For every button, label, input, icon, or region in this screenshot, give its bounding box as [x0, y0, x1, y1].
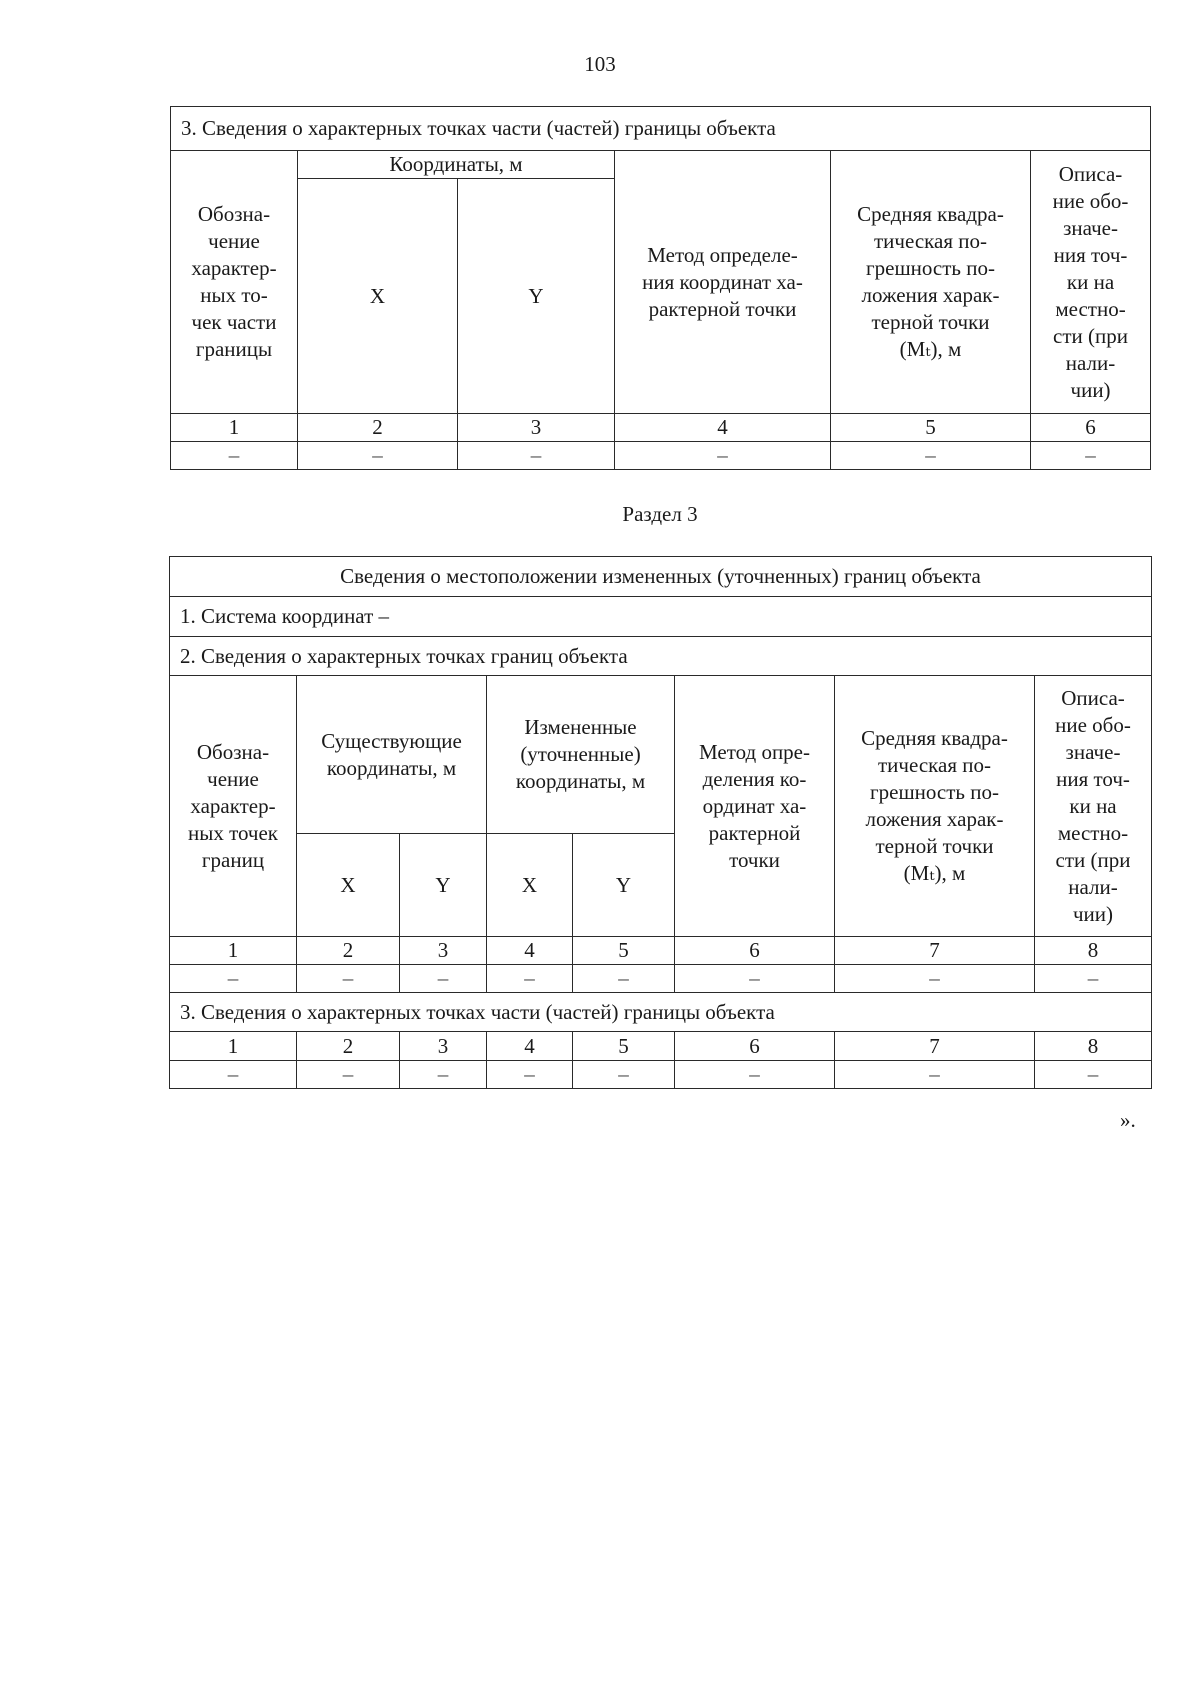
table-cell: –: [675, 1061, 835, 1089]
header-description: [1031, 151, 1151, 414]
column-number: 8: [1035, 937, 1152, 965]
column-number: 7: [835, 937, 1035, 965]
boundary-points-heading: 2. Сведения о характерных точках границ объекта: [170, 637, 1152, 676]
header-existing-coordinates: [297, 676, 487, 834]
header-description-text: Описа- ние обо- значе- ния точ- ки на местно- сти (при нали- чии): [1055, 685, 1131, 926]
header-designation-text: Обозна- чение характер- ных то- чек части границы: [191, 202, 277, 361]
table-row: [171, 442, 1151, 470]
table-cell: –: [573, 965, 675, 993]
header-changed-text: Измененные (уточненные) координаты, м: [515, 715, 646, 793]
coordinate-system-row: 1. Система координат –: [170, 597, 1152, 637]
column-number: 3: [458, 414, 615, 442]
part-points-table: [170, 106, 1151, 470]
column-number: 6: [675, 937, 835, 965]
table-cell: –: [458, 442, 615, 470]
header-coordinates: Координаты, м: [298, 151, 615, 179]
column-number: 5: [573, 937, 675, 965]
column-number: 4: [487, 1032, 573, 1061]
header-y: Y: [458, 179, 615, 414]
table-cell: –: [1031, 442, 1151, 470]
section-title: Раздел 3: [622, 502, 698, 526]
closing-quote-mark: ».: [1120, 1108, 1136, 1132]
table-cell: –: [400, 1061, 487, 1089]
header-x-existing: X: [297, 834, 400, 937]
column-number: 3: [400, 937, 487, 965]
table-cell: –: [487, 965, 573, 993]
column-number: 6: [1031, 414, 1151, 442]
table-cell: –: [487, 1061, 573, 1089]
column-number: 5: [573, 1032, 675, 1061]
header-error: [831, 151, 1031, 414]
column-number: 1: [170, 1032, 297, 1061]
column-number: 2: [297, 1032, 400, 1061]
header-method: [675, 676, 835, 937]
table-cell: –: [297, 965, 400, 993]
header-y-changed: Y: [573, 834, 675, 937]
column-number: 1: [170, 937, 297, 965]
table-cell: –: [831, 442, 1031, 470]
header-error-text: Средняя квадра- тическая по- грешность по- ложения харак- терной точки (Mₜ), м: [861, 726, 1008, 885]
column-number: 4: [615, 414, 831, 442]
column-number: 6: [675, 1032, 835, 1061]
header-method: [615, 151, 831, 414]
page-number: 103: [584, 52, 616, 76]
header-changed-coordinates: [487, 676, 675, 834]
column-number: 7: [835, 1032, 1035, 1061]
column-number: 4: [487, 937, 573, 965]
table-cell: –: [1035, 965, 1152, 993]
table-cell: –: [835, 1061, 1035, 1089]
header-x: X: [298, 179, 458, 414]
header-designation-text: Обозна- чение характер- ных точек границ: [187, 739, 279, 872]
column-number: 3: [400, 1032, 487, 1061]
table-title: 3. Сведения о характерных точках части (частей) границы объекта: [171, 107, 1151, 151]
column-number: 2: [298, 414, 458, 442]
column-number: 5: [831, 414, 1031, 442]
header-designation: [170, 676, 297, 937]
table-cell: –: [298, 442, 458, 470]
table-cell: –: [1035, 1061, 1152, 1089]
header-method-text: Метод определе- ния координат ха- рактерной точки: [642, 242, 803, 321]
table-row: [170, 965, 1152, 993]
table-cell: –: [297, 1061, 400, 1089]
table-cell: –: [573, 1061, 675, 1089]
header-error: [835, 676, 1035, 937]
table-cell: –: [835, 965, 1035, 993]
column-number: 8: [1035, 1032, 1152, 1061]
column-number: 1: [171, 414, 298, 442]
column-number: 2: [297, 937, 400, 965]
table-row: [170, 1061, 1152, 1089]
header-designation: [171, 151, 298, 414]
table-title: Сведения о местоположении измененных (уточненных) границ объекта: [170, 557, 1152, 597]
header-description-text: Описа- ние обо- значе- ния точ- ки на местно- сти (при нали- чии): [1052, 161, 1129, 402]
table-cell: –: [400, 965, 487, 993]
table-cell: –: [675, 965, 835, 993]
header-x-changed: X: [487, 834, 573, 937]
table-cell: –: [615, 442, 831, 470]
part-points-heading: 3. Сведения о характерных точках части (частей) границы объекта: [170, 993, 1152, 1032]
header-existing-text: Существующие координаты, м: [321, 728, 462, 780]
changed-boundaries-table: [169, 556, 1152, 1089]
table-cell: –: [170, 1061, 297, 1089]
header-y-existing: Y: [400, 834, 487, 937]
table-cell: –: [170, 965, 297, 993]
table-cell: –: [171, 442, 298, 470]
header-method-text: Метод опре- деления ко- ординат ха- рактерной точки: [699, 739, 810, 872]
header-description: [1035, 676, 1152, 937]
header-error-text: Средняя квадра- тическая по- грешность по- ложения харак- терной точки (Mₜ), м: [857, 202, 1004, 361]
